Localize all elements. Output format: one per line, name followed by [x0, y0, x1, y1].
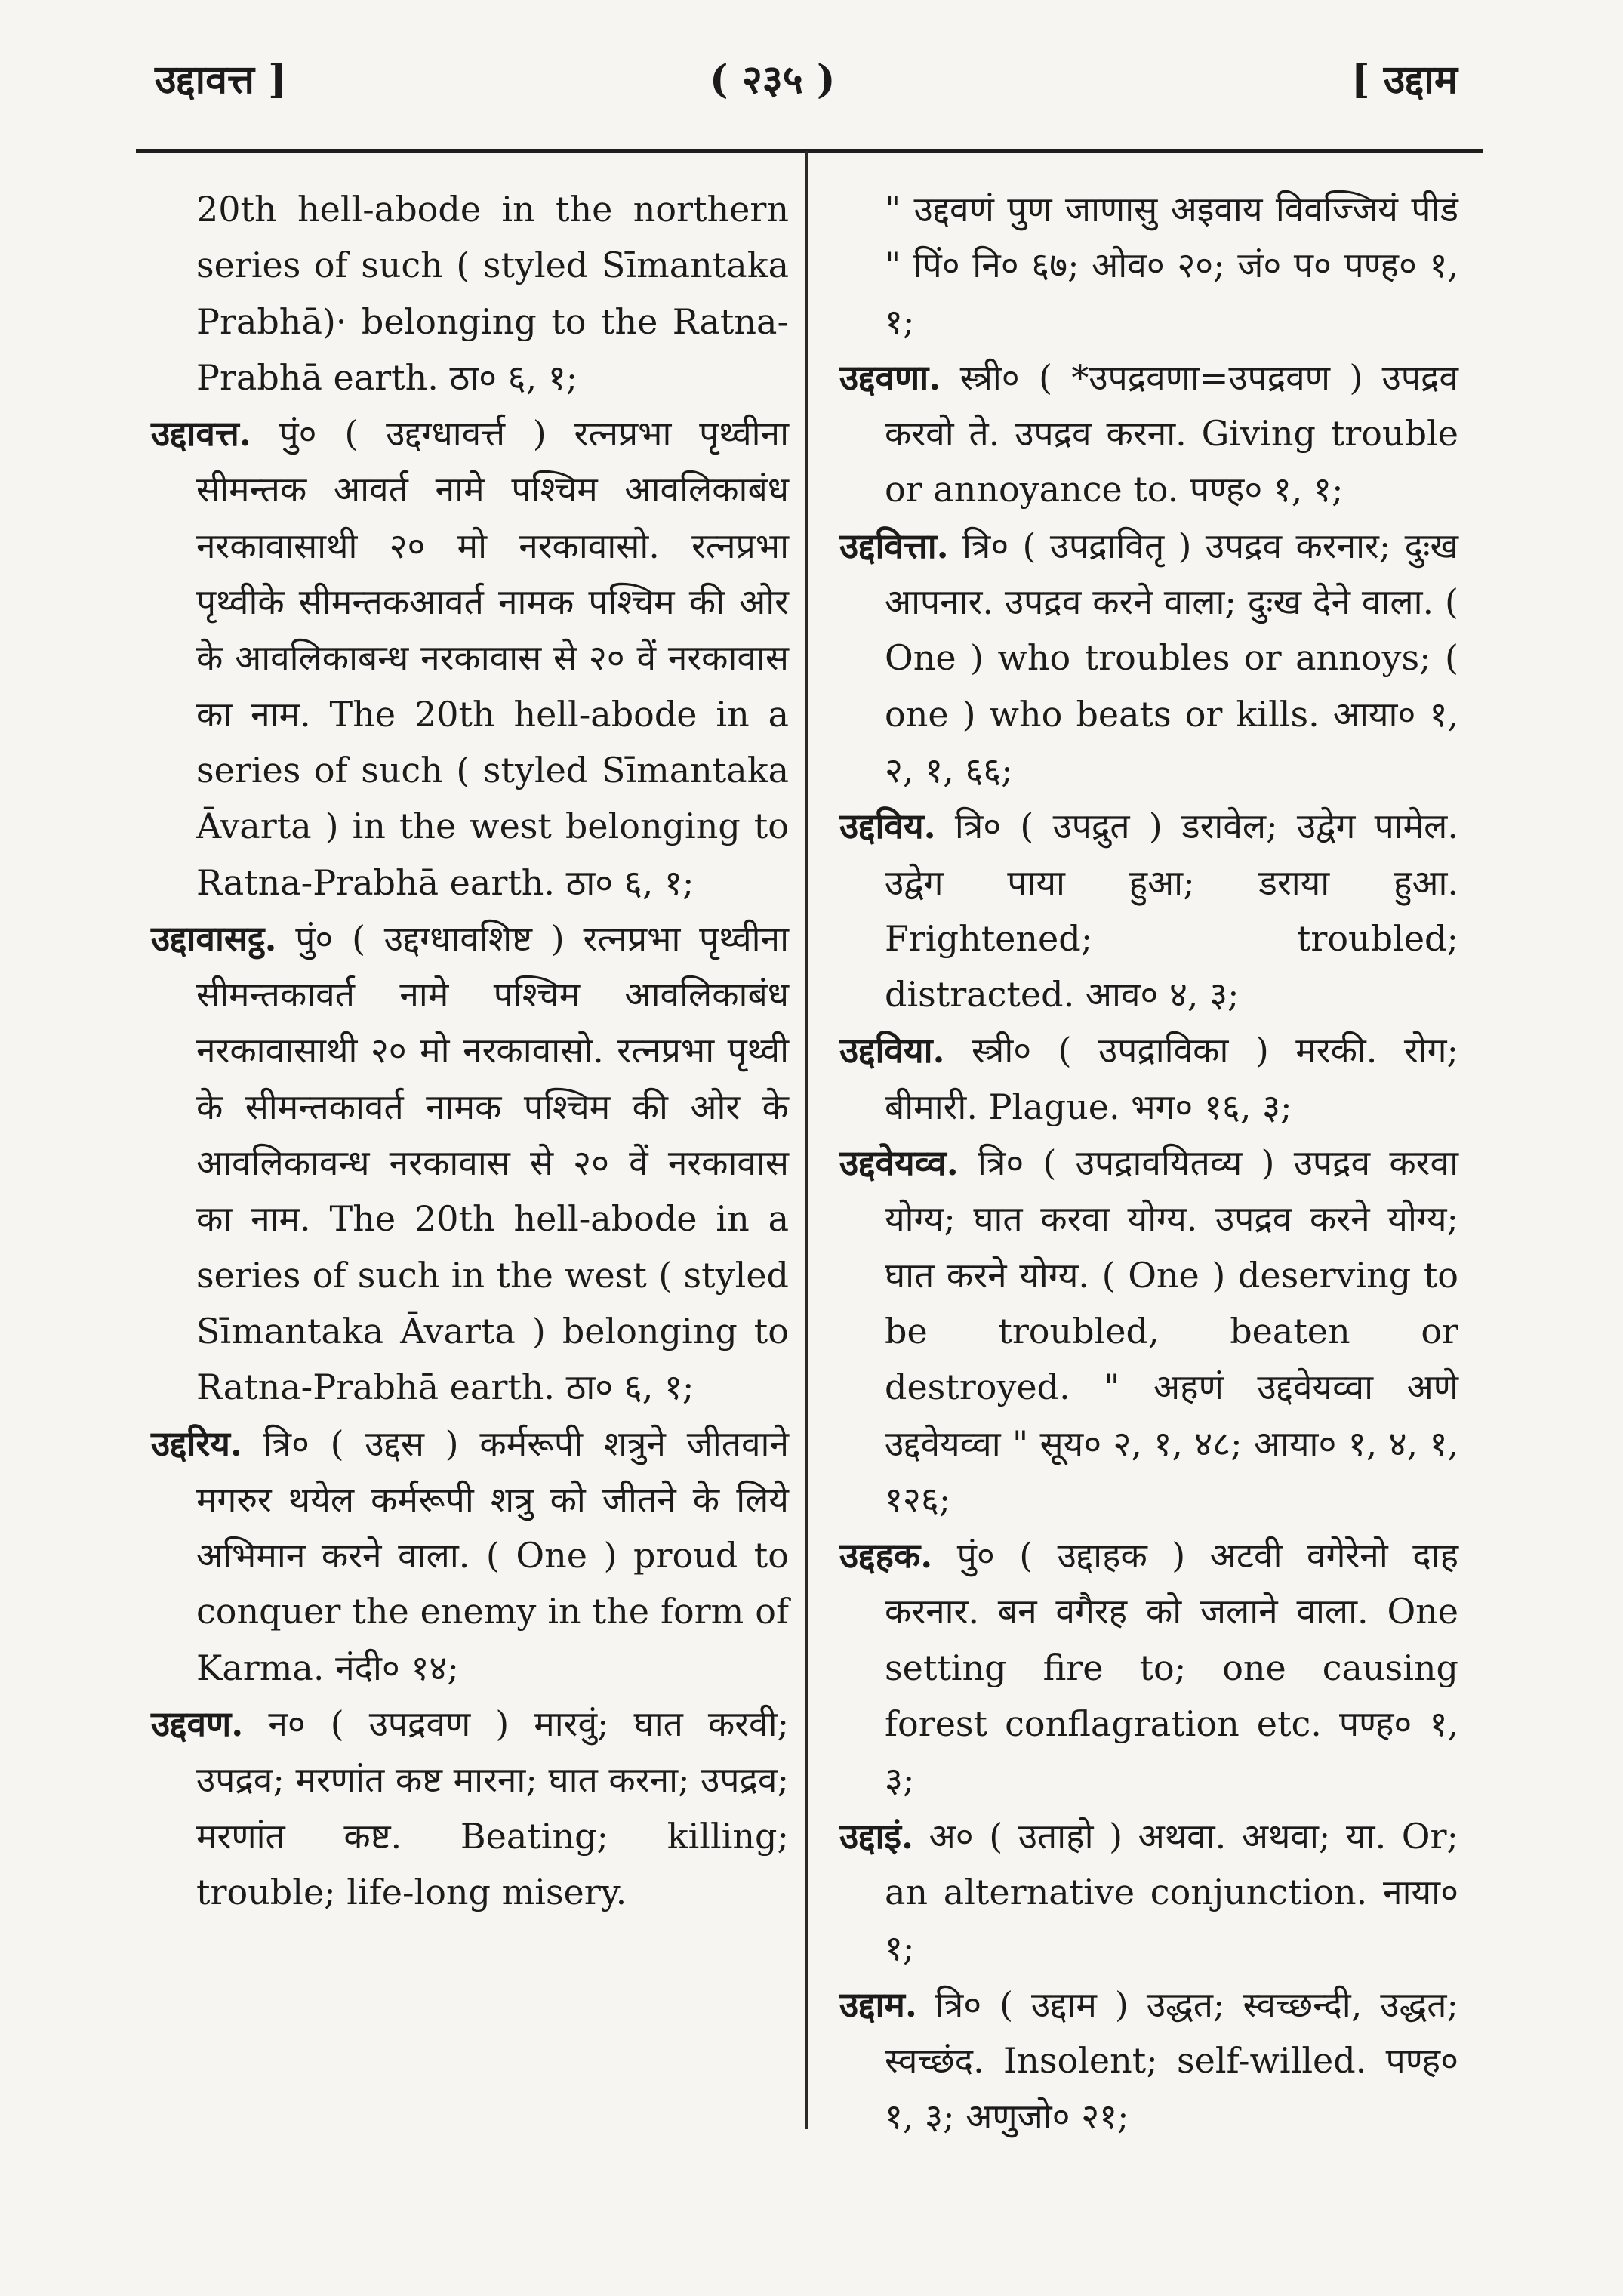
entry-headword: उद्दाइं. [839, 1815, 913, 1857]
dictionary-entry [839, 798, 1458, 1022]
dictionary-entry-continuation [839, 181, 1458, 350]
header-first-word: उद्दावत्त ] [155, 57, 287, 103]
entry-text: त्रि० ( उद्दाम ) उद्धत; स्वच्छन्दी, उद्धत; स्वच्छंद. Insolent; self-willed. पण्ह० १, ३; अणुजो० २१; [885, 1983, 1458, 2137]
entry-headword: उद्दवेयव्व. [839, 1142, 959, 1184]
header-last-word: [ उद्दाम [1351, 57, 1458, 103]
entry-headword: उद्दरिय. [151, 1422, 242, 1464]
entry-headword: उद्दहक. [839, 1535, 933, 1576]
page-header [0, 45, 1623, 113]
entry-headword: उद्दवित्ता. [839, 525, 949, 566]
entry-headword: उद्दवणा. [839, 356, 941, 398]
entry-text: पुं० ( उद्दाहक ) अटवी वगेरेनो दाह करनार. बन वगैरह को जलाने वाला. One setting fire to; one causing forest conflagration etc. पण्ह० १, ३; [885, 1535, 1458, 1801]
entry-text: स्त्री० ( उपद्राविका ) मरकी. रोग; बीमारी. Plague. भग० १६, ३; [885, 1030, 1458, 1127]
dictionary-entry [839, 1135, 1458, 1527]
entry-text: त्रि० ( उपद्रुत ) डरावेल; उद्वेग पामेल. उद्वेग पाया हुआ; डराया हुआ. Frightened; troubled; distracted. आव० ४, ३; [885, 806, 1458, 1015]
entry-text: 20th hell-abode in the northern series of such ( styled Sīmantaka Prabhā)· belonging to the Ratna-Prabhā earth. ठा० ६, १; [196, 189, 789, 398]
dictionary-entry [839, 1527, 1458, 1808]
dictionary-entry-continuation [151, 181, 789, 405]
entry-headword: उद्दावासट्ठ. [151, 917, 277, 959]
dictionary-entry [151, 1696, 789, 1920]
entry-headword: उद्दाम. [839, 1983, 917, 2025]
entry-headword: उद्दावत्त. [151, 413, 251, 455]
dictionary-entry [839, 1977, 1458, 2145]
entry-text: स्त्री० ( *उपद्रवणा=उपद्रवण ) उपद्रव करवो ते. उपद्रव करना. Giving trouble or annoyance to. पण्ह० १, १; [885, 356, 1458, 510]
page-number: ( २३५ ) [710, 57, 836, 103]
entry-text: अ० ( उताहो ) अथवा. अथवा; या. Or; an alternative conjunction. नाया० १; [885, 1815, 1459, 1969]
column-divider [805, 151, 808, 2129]
entry-text: त्रि० ( उद्दस ) कर्मरूपी शत्रुने जीतवाने मगरुर थयेल कर्मरूपी शत्रु को जीतने के लिये अभिमान करने वाला. ( One ) proud to conquer the enemy in the form of Karma. नंदी० १४; [196, 1422, 790, 1688]
entry-text: त्रि० ( उपद्रावयितव्य ) उपद्रव करवा योग्य; घात करवा योग्य. उपद्रव करने योग्य; घात करने योग्य. ( One ) deserving to be troubled, beaten or destroyed. " अहणं उद्दवेयव्वा अणे उद्दवेयव्वा " सूय० २, १, ४८; आया० १, ४, १, १२६; [885, 1142, 1458, 1520]
right-column [839, 181, 1458, 2144]
entry-headword: उद्दविया. [839, 1030, 945, 1071]
dictionary-entry [151, 911, 789, 1416]
dictionary-entry [839, 350, 1458, 518]
entry-text: पुं० ( उद्दग्धावशिष्ट ) रत्नप्रभा पृथ्वीना सीमन्तकावर्त नामे पश्चिम आवलिकाबंध नरकावासाथी २० मो नरकावासो. रत्नप्रभा पृथ्वी के सीमन्तकावर्त नामक पश्चिम की ओर के आवलिकावन्ध नरकावास से २० वें नरकावास का नाम. The 20th hell-abode in a series of such in the west ( styled Sīmantaka Āvarta ) belonging to Ratna-Prabhā earth. ठा० ६, १; [196, 917, 790, 1408]
entry-text: न० ( उपद्रवण ) मारवुं; घात करवी; उपद्रव; मरणांत कष्ट मारना; घात करना; उपद्रव; मरणांत कष्ट. Beating; killing; trouble; life-long misery. [196, 1703, 789, 1912]
dictionary-entry [839, 1022, 1458, 1135]
left-column [151, 181, 789, 1920]
dictionary-entry [151, 405, 789, 911]
header-rule [136, 149, 1483, 153]
entry-text: त्रि० ( उपद्रावितृ ) उपद्रव करनार; दुःख आपनार. उपद्रव करने वाला; दुःख देने वाला. ( One ) who troubles or annoys; ( one ) who beats or kills. आया० १, २, १, ६६; [885, 525, 1458, 791]
entry-text: " उद्दवणं पुण जाणासु अइवाय विवज्जियं पीडं " पिं० नि० ६७; ओव० २०; जं० प० पण्ह० १, १; [885, 189, 1458, 342]
dictionary-entry [839, 1808, 1458, 1977]
dictionary-entry [151, 1416, 789, 1696]
entry-headword: उद्दवण. [151, 1703, 244, 1745]
dictionary-entry [839, 518, 1458, 798]
entry-text: पुं० ( उद्दग्धावर्त्त ) रत्नप्रभा पृथ्वीना सीमन्तक आवर्त नामे पश्चिम आवलिकाबंध नरकावासाथी २० मो नरकावासो. रत्नप्रभा पृथ्वीके सीमन्तकआवर्त नामक पश्चिम की ओर के आवलिकाबन्ध नरकावास से २० वें नरकावास का नाम. The 20th hell-abode in a series of such ( styled Sīmantaka Āvarta ) in the west belonging to Ratna-Prabhā earth. ठा० ६, १; [196, 413, 790, 903]
entry-headword: उद्दविय. [839, 806, 936, 847]
